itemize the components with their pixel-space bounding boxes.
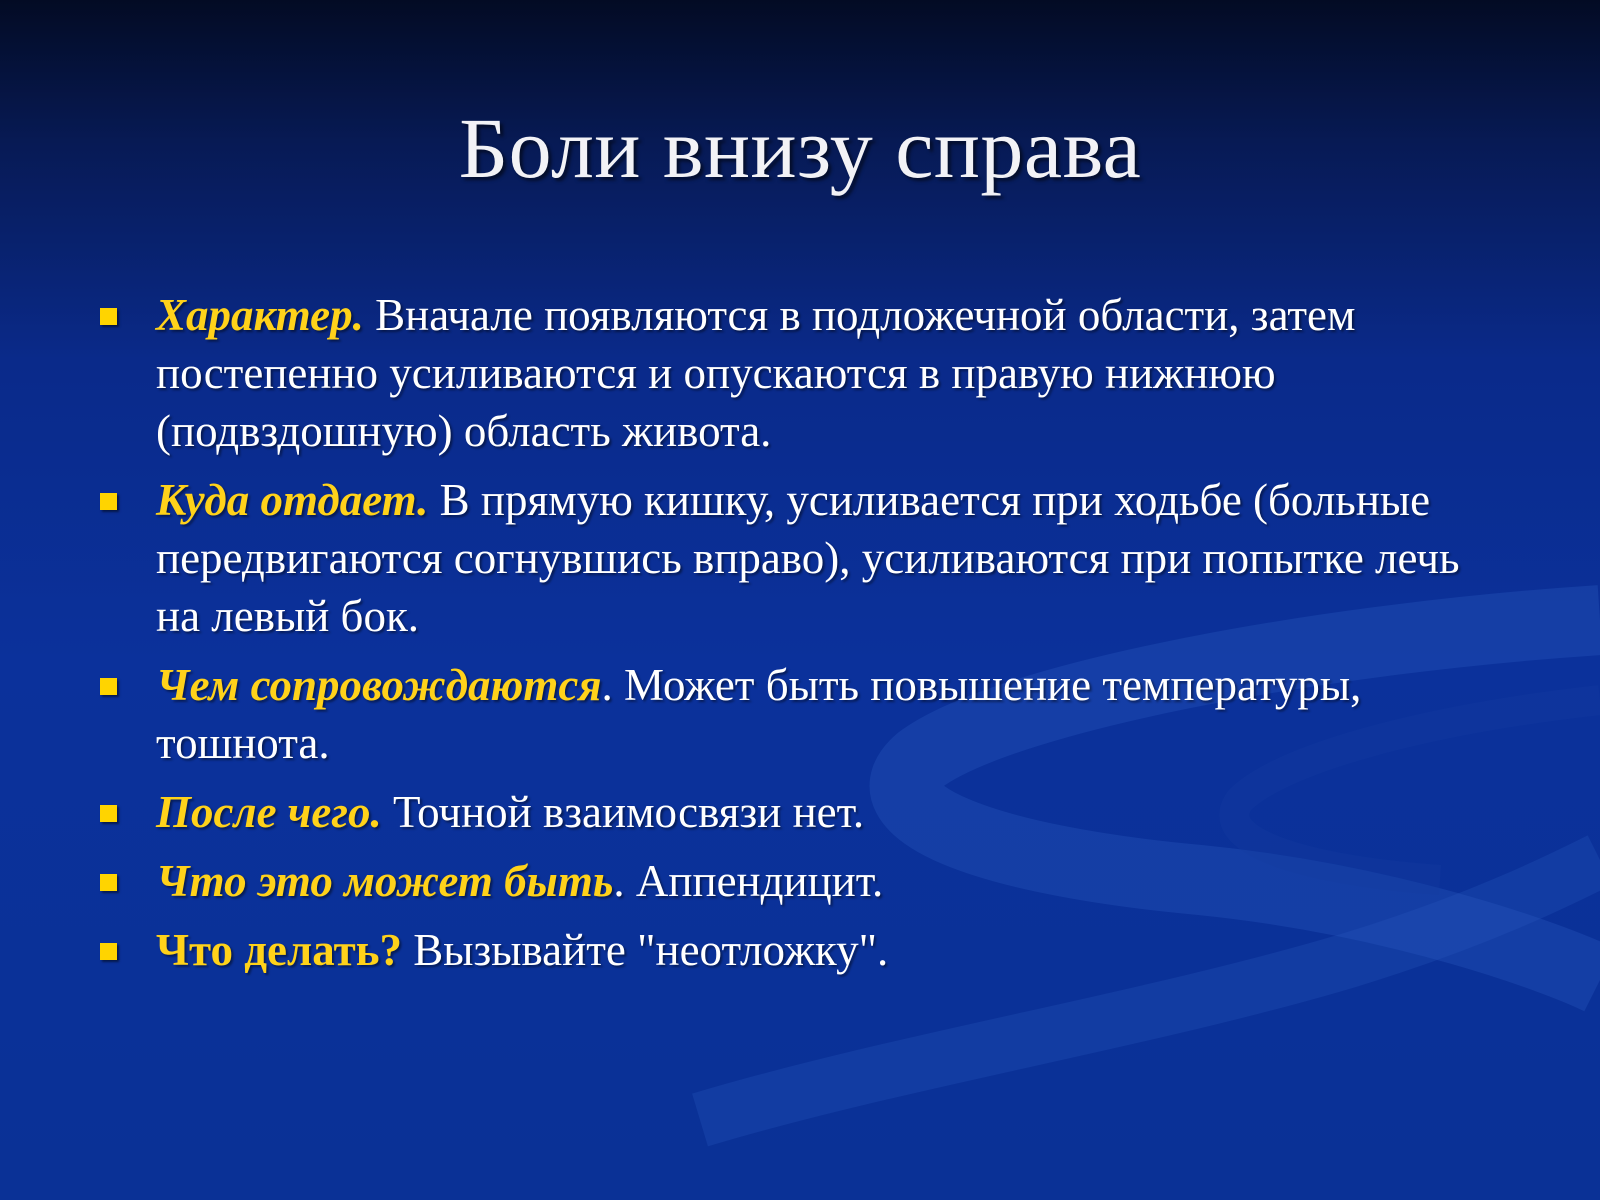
square-bullet-icon (100, 678, 117, 695)
slide-title: Боли внизу справа (458, 100, 1142, 196)
square-bullet-icon (100, 874, 117, 891)
bullet-text: Вызывайте "неотложку". (402, 925, 889, 975)
bullet-text: . Может быть повышение температуры, тошнота. (156, 660, 1362, 768)
bullet-text: Вначале появляются в подложечной области, затем постепенно усиливаются и опускаются в правую нижнюю (подвздошную) область живота. (156, 290, 1356, 456)
bullet-item-what-to-do (96, 921, 1496, 979)
bullet-key: Характер. (156, 290, 364, 340)
bullet-item-character (96, 286, 1496, 460)
square-bullet-icon (100, 308, 117, 325)
bullet-text: Точной взаимосвязи нет. (381, 787, 865, 837)
bullet-key: Что это может быть (156, 856, 614, 906)
bullet-key: Чем сопровождаются (156, 660, 602, 710)
bullet-key: После чего. (156, 787, 382, 837)
bullet-item-diagnosis (96, 852, 1496, 910)
bullet-key: Куда отдает. (156, 475, 429, 525)
bullet-list (96, 286, 1496, 990)
square-bullet-icon (100, 493, 117, 510)
square-bullet-icon (100, 943, 117, 960)
bullet-item-radiation (96, 471, 1496, 645)
bullet-item-accompanied (96, 656, 1496, 772)
square-bullet-icon (100, 805, 117, 822)
bullet-text: . Аппендицит. (613, 856, 884, 906)
bullet-key: Что делать? (156, 925, 403, 975)
bullet-text: В прямую кишку, усиливается при ходьбе (больные передвигаются согнувшись вправо), усиливаются при попытке лечь на левый бок. (156, 475, 1460, 641)
bullet-item-after-what (96, 783, 1496, 841)
